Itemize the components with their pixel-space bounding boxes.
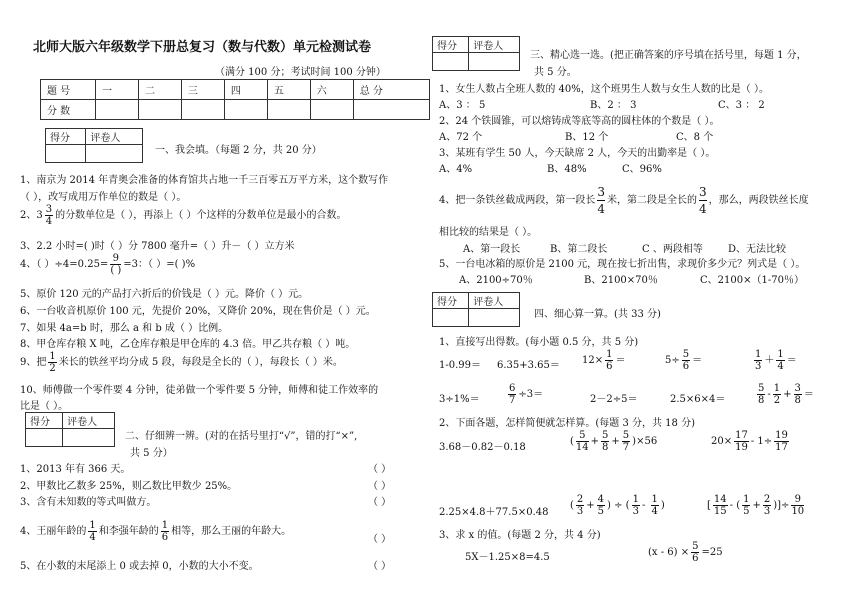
grader-box	[432, 292, 520, 327]
calc-item: 5÷ $\frac{5}{6}$ ＝	[665, 349, 703, 372]
fraction: $\frac{9}{( )}$	[110, 253, 122, 276]
grader-score-cell[interactable]	[26, 429, 63, 447]
judge-paren[interactable]: （ ）	[368, 497, 392, 508]
fraction: $\frac{3}{4}$	[597, 185, 606, 216]
fraction: $\frac{1}{2}$	[49, 351, 56, 374]
choice-option[interactable]: B、48%	[547, 164, 587, 175]
choice-option[interactable]: C、96%	[622, 164, 662, 175]
choice-q1: 1、女生人数占全班人数的 40%，这个班男生人数与女生人数的比是（ ）。	[439, 84, 769, 95]
calc-part2-heading: 2、下面各题，怎样简便就怎样算。(每题 3 分，共 18 分)	[439, 418, 695, 429]
score-table	[40, 79, 430, 120]
question-7: 7、如果 4a=b 时，那么 a 和 b 成（ ）比例。	[20, 323, 229, 334]
calc-item: 2.5×6×4＝	[670, 394, 726, 405]
q2-text: 的分数单位是（ ），再添上（ ）个这样的分数单位是最小的合数。	[55, 210, 347, 221]
fraction: $\frac{3}{4}$	[45, 204, 53, 227]
score-table-header: 题 号	[41, 80, 96, 100]
grader-name-label: 评卷人	[469, 37, 520, 53]
grader-name-cell[interactable]	[469, 309, 520, 327]
question-6: 6、一台收音机原价 100 元，先提价 20%，又降价 20%，现在售价是（ ）元。	[20, 306, 376, 317]
choice-option[interactable]: C 、两段相等	[642, 244, 703, 255]
choice-option[interactable]: A、3 ： 5	[439, 100, 486, 111]
score-cell[interactable]	[353, 100, 429, 120]
score-table-header: 五	[267, 80, 310, 100]
judge-paren[interactable]: （ ）	[368, 534, 392, 545]
question-4: 4、（ ）÷4=0.25= $\frac{9}{( )}$ =3：（ ）=( )%	[20, 253, 196, 276]
choice-option[interactable]: B、2 ： 3	[590, 100, 637, 111]
calc-item: $\frac{5}{8}$ - $\frac{1}{2}$ + $\frac{3}{8}$ ＝	[758, 383, 814, 406]
judge-paren[interactable]: （ ）	[368, 481, 392, 492]
score-cell[interactable]	[267, 100, 310, 120]
calc-simplify: [ $\frac{14}{15}$ - ( $\frac{1}{5}$ + $\frac{2}{3}$ )]÷ $\frac{9}{10}$	[707, 494, 805, 517]
grader-name-label: 评卷人	[86, 129, 143, 145]
choice-option[interactable]: D、无法比较	[728, 244, 787, 255]
judge-paren[interactable]: （ ）	[368, 561, 392, 572]
section2-heading-cont: 共 5 分）	[130, 448, 173, 459]
score-table-header: 二	[138, 80, 181, 100]
calc-simplify: 2.25×4.8＋77.5×0.48	[439, 507, 549, 518]
choice-option[interactable]: B、第二段长	[550, 244, 608, 255]
choice-option[interactable]: B、12 个	[565, 132, 609, 143]
section4-heading: 四、细心算一算。(共 33 分)	[534, 309, 661, 320]
grader-box	[25, 412, 115, 447]
calc-item: 6.35+3.65＝	[497, 360, 560, 371]
question-1b: （ ），改写成用万作单位的数是（ ）。	[20, 192, 187, 203]
q2-prefix: 2、3	[20, 210, 43, 221]
choice-q4-cont: 相比较的结果是（ ）。	[439, 227, 538, 238]
score-row-label: 分 数	[41, 100, 96, 120]
page-title: 北师大版六年级数学下册总复习（数与代数）单元检测试卷	[33, 40, 372, 55]
question-5: 5、原价 120 元的产品打六折后的价钱是（ ）元。降价（ ）元。	[20, 289, 309, 300]
grader-name-cell[interactable]	[469, 53, 520, 71]
fraction: $\frac{1}{6}$	[161, 520, 169, 543]
calc-item: 1-0.99＝	[439, 360, 482, 371]
calc-item: 2－2÷5＝	[590, 394, 638, 405]
grader-score-cell[interactable]	[433, 309, 469, 327]
question-10b: 比是（ ）。	[20, 401, 69, 412]
grader-score-cell[interactable]	[46, 145, 86, 163]
choice-option[interactable]: A、72 个	[439, 132, 483, 143]
judge-item: 1、2013 年有 366 天。	[20, 464, 131, 475]
calc-simplify: 3.68－0.82－0.18	[439, 442, 526, 453]
grader-score-label: 得分	[26, 413, 63, 429]
fraction: $\frac{1}{4}$	[89, 520, 96, 543]
choice-option[interactable]: C、8 个	[676, 132, 714, 143]
section3-heading-cont: 共 5 分。	[534, 67, 577, 78]
score-cell[interactable]	[310, 100, 353, 120]
section1-heading: 一、我会填。（每题 2 分，共 20 分）	[155, 145, 322, 156]
section3-heading: 三、精心选一选。(把正确答案的序号填在括号里，每题 1 分，	[530, 50, 807, 61]
score-cell[interactable]	[138, 100, 181, 120]
choice-option[interactable]: C、2100×（1-70％）	[700, 275, 804, 286]
calc-part1-heading: 1、直接写出得数。(每小题 0.5 分，共 5 分)	[439, 337, 639, 348]
calc-simplify: 20× $\frac{17}{19}$ - 1÷ $\frac{19}{17}$	[711, 430, 788, 453]
calc-item: 12× $\frac{1}{6}$ ＝	[582, 349, 626, 372]
grader-name-label: 评卷人	[63, 413, 115, 429]
calc-item: 3÷1%＝	[439, 394, 480, 405]
score-table-header: 总 分	[353, 80, 429, 100]
grader-name-cell[interactable]	[63, 429, 115, 447]
grader-box	[45, 128, 143, 163]
score-table-header: 一	[96, 80, 139, 100]
fraction: $\frac{3}{4}$	[699, 185, 707, 216]
choice-q2: 2、24 个铁圆锥，可以熔铸成等底等高的圆柱体的个数是（ ）。	[439, 116, 720, 127]
grader-score-label: 得分	[433, 37, 469, 53]
question-3: 3、2.2 小时=( )时（ ）分 7800 毫升=（ ）升－（ ）立方米	[20, 241, 295, 252]
question-8: 8、甲仓库存粮 X 吨，乙仓库存粮是甲仓库的 4.3 倍。甲乙共存粮（ ）吨。	[20, 339, 356, 350]
score-table-header: 四	[224, 80, 267, 100]
judge-item-4: 4、王丽年龄的 $\frac{1}{4}$ 和李强年龄的 $\frac{1}{6}$ 相等，那么王丽的年龄大。	[20, 520, 292, 543]
choice-option[interactable]: A、4%	[439, 164, 473, 175]
grader-box	[432, 36, 520, 71]
question-2	[20, 204, 346, 227]
question-1a: 1、南京为 2014 年青奥会准备的体育馆共占地一千三百零五万平方米，这个数写作	[20, 175, 389, 186]
question-9: 9、把 $\frac{1}{2}$ 米长的铁丝平均分成 5 段，每段是全长的（ ），每段长（ ）米。	[20, 351, 343, 374]
judge-item: 3、含有未知数的等式叫做方。	[20, 497, 157, 508]
grader-name-cell[interactable]	[86, 145, 143, 163]
grader-score-cell[interactable]	[433, 53, 469, 71]
section2-heading: 二、仔细辨一辨。(对的在括号里打“√”，错的打“×”,	[125, 431, 358, 442]
score-table-header: 六	[310, 80, 353, 100]
question-10a: 10、师傅做一个零件要 4 分钟，徒弟做一个零件要 5 分钟，师傅和徒工作效率的	[20, 385, 379, 396]
judge-paren[interactable]: （ ）	[368, 464, 392, 475]
calc-item: $\frac{6}{7}$ ÷3＝	[509, 383, 544, 406]
score-cell[interactable]	[181, 100, 224, 120]
calc-item: $\frac{1}{3}$ ＋ $\frac{1}{4}$ ＝	[755, 349, 797, 372]
choice-option[interactable]: C、3 ： 2	[718, 100, 765, 111]
score-cell[interactable]	[224, 100, 267, 120]
exam-subtitle: （满分 100 分；考试时间 100 分钟）	[215, 67, 386, 78]
choice-option[interactable]: B、2100×70％	[584, 275, 658, 286]
calc-part3-heading: 3、求 x 的值。(每题 2 分，共 4 分)	[439, 530, 601, 541]
choice-q3: 3、某班有学生 50 人，今天缺席 2 人，今天的出勤率是（ ）。	[439, 148, 716, 159]
score-cell[interactable]	[96, 100, 139, 120]
grader-score-label: 得分	[433, 293, 469, 309]
judge-item: 5、在小数的末尾添上 0 或去掉 0，小数的大小不变。	[20, 561, 259, 572]
judge-item: 2、甲数比乙数多 25%，则乙数比甲数少 25%。	[20, 481, 238, 492]
equation: (x - 6) × $\frac{5}{6}$ =25	[648, 541, 723, 564]
grader-name-label: 评卷人	[469, 293, 520, 309]
calc-simplify: ( $\frac{2}{3}$ + $\frac{4}{5}$ ) ÷ ( $\frac{1}{3}$ - $\frac{1}{4}$ )	[570, 494, 665, 517]
calc-simplify: ( $\frac{5}{14}$ + $\frac{5}{8}$ + $\frac{5}{7}$ )×56	[570, 430, 658, 453]
equation: 5X－1.25×8=4.5	[465, 552, 550, 563]
choice-option[interactable]: A、第一段长	[463, 244, 521, 255]
score-table-header: 三	[181, 80, 224, 100]
choice-option[interactable]: A、2100÷70％	[459, 275, 533, 286]
choice-q4: 4、把一条铁丝截成两段，第一段长 $\frac{3}{4}$ 米，第二段是全长的 $\frac{3}{4}$ ，那么，两段铁丝长度	[439, 185, 809, 216]
grader-score-label: 得分	[46, 129, 86, 145]
choice-q5: 5、一台电冰箱的原价是 2100 元，现在按七折出售，求现价多少元？列式是（ ）。	[439, 259, 806, 270]
